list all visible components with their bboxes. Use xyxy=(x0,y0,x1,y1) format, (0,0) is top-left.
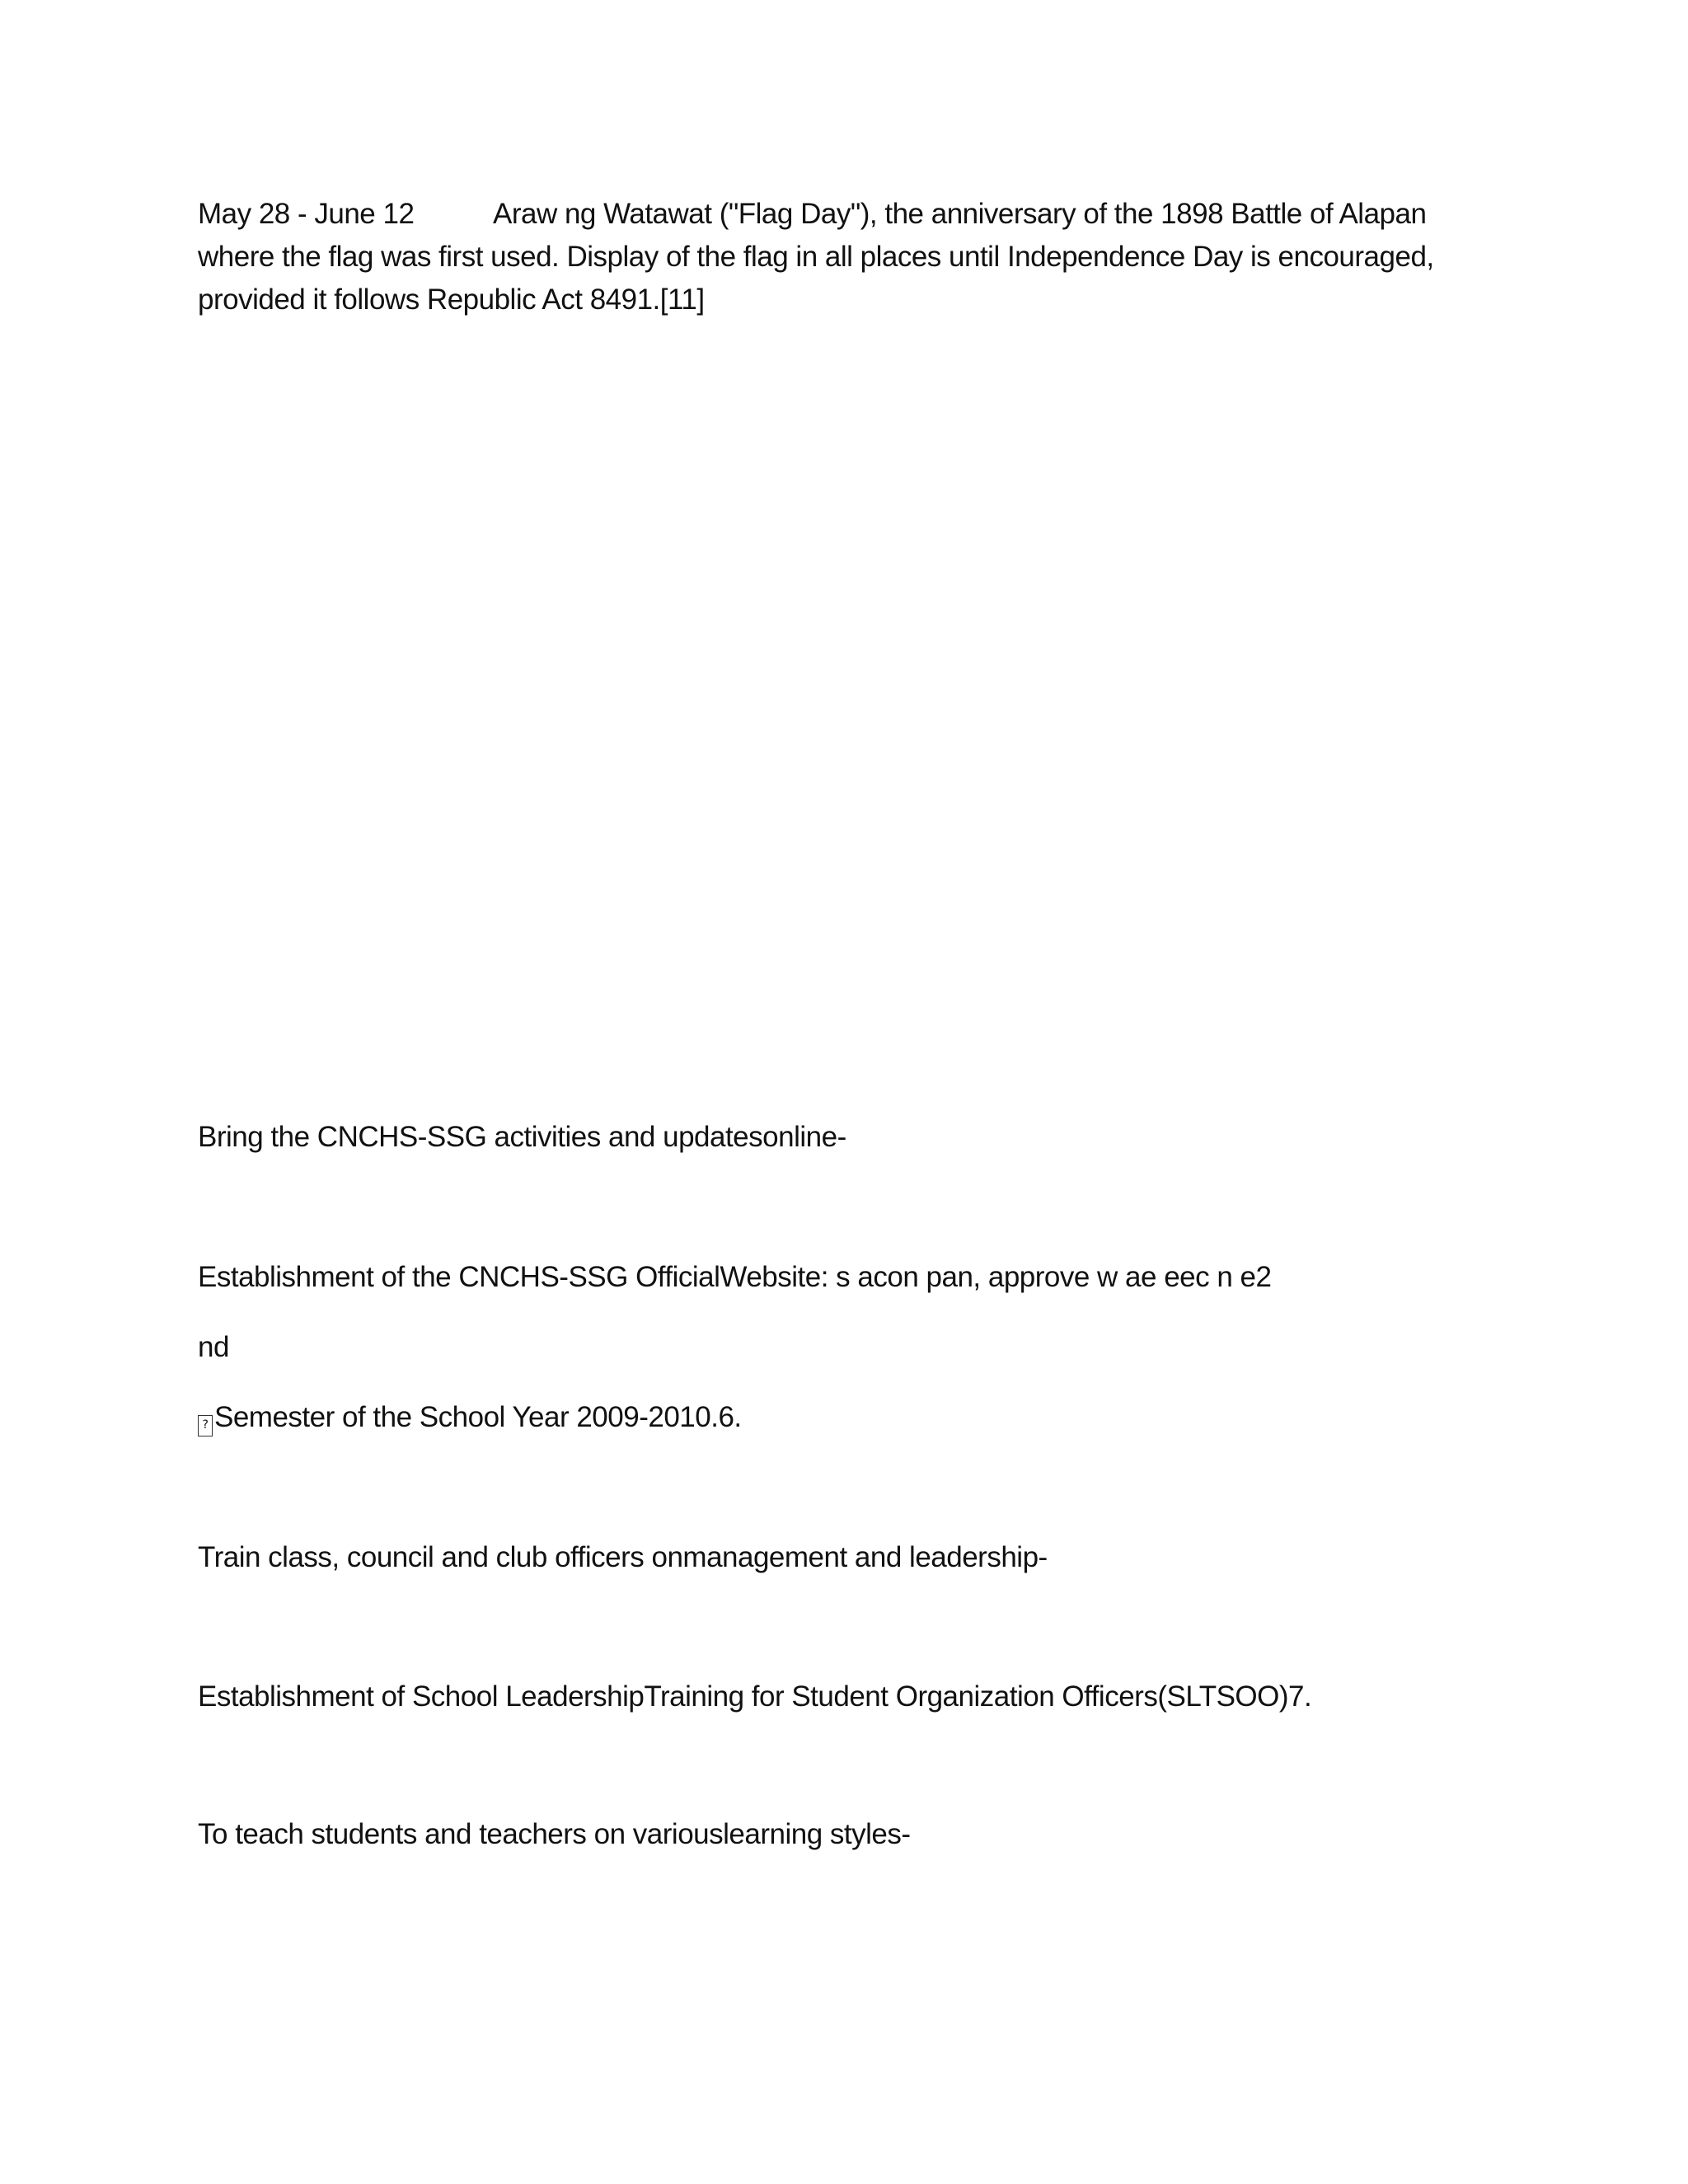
semester-text: Semester of the School Year 2009-2010.6. xyxy=(214,1401,742,1433)
flag-day-line-1 xyxy=(198,193,1426,236)
flag-day-date: May 28 - June 12 xyxy=(198,198,415,230)
flag-day-line-2: where the flag was first used. Display of the flag in all places until Independence Day is encouraged, xyxy=(198,241,1434,273)
flag-day-line-3: provided it follows Republic Act 8491.[11] xyxy=(198,284,705,316)
paragraph-sltsoo: Establishment of School LeadershipTraining for Student Organization Officers(SLTSOO)7. xyxy=(198,1680,1312,1713)
flag-day-text-1: Araw ng Watawat ("Flag Day"), the anniversary of the 1898 Battle of Alapan xyxy=(493,198,1427,230)
paragraph-website: Establishment of the CNCHS-SSG OfficialWebsite: s acon pan, approve w ae eec n e2 xyxy=(198,1261,1272,1293)
paragraph-superscript-nd: nd xyxy=(198,1331,229,1363)
paragraph-train-officers: Train class, council and club officers onmanagement and leadership- xyxy=(198,1541,1048,1573)
paragraph-ssg-online: Bring the CNCHS-SSG activities and updatesonline- xyxy=(198,1121,846,1153)
missing-glyph-icon: ? xyxy=(198,1415,213,1436)
paragraph-learning-styles: To teach students and teachers on variouslearning styles- xyxy=(198,1818,911,1850)
paragraph-semester xyxy=(198,1396,742,1439)
